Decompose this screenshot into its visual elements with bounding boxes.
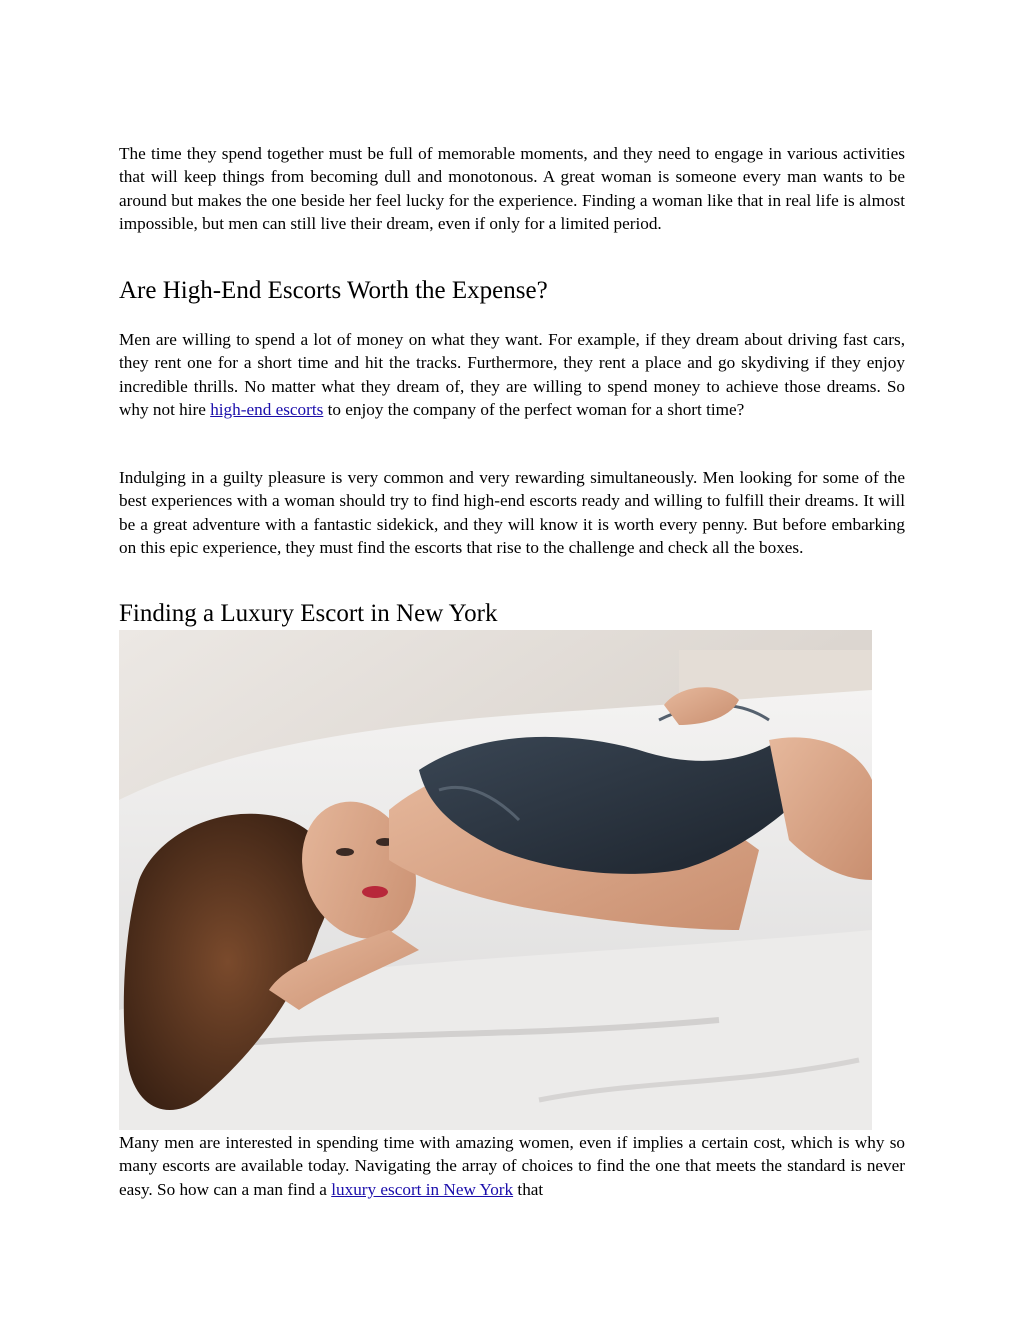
paragraph-guilty-pleasure: Indulging in a guilty pleasure is very common and very rewarding simultaneously. Men looking for some of the best experiences with a woman should try to find high-end escorts ready and willing to fulfill their dreams. It will be a great adventure with a fantastic sidekick, and they will know it is worth every penny. But before embarking on this epic experience, they must find the escorts that rise to the challenge and check all the boxes. [119, 468, 905, 558]
paragraph-many-men [119, 1131, 905, 1201]
luxury-escort-new-york-link[interactable]: luxury escort in New York [331, 1179, 514, 1199]
paragraph-text: that [513, 1179, 544, 1199]
heading-worth-the-expense: Are High-End Escorts Worth the Expense? [119, 277, 548, 304]
paragraph-text: to enjoy the company of the perfect woman for a short time? [323, 400, 745, 420]
paragraph-memorable-moments: The time they spend together must be full of memorable moments, and they need to engage in various activities that will keep things from becoming dull and monotonous. A great woman is someone every man wants to be around but makes the one beside her feel lucky for the experience. Finding a woman like that in real life is almost impossible, but men can still live their dream, even if only for a limited period. [119, 144, 905, 234]
paragraph-text: Many men are interested in spending time with amazing women, even if implies a certain cost, which is why so many escorts are available today. Navigating the array of choices to find the one that meets the standard is never easy. So how can a man find a [119, 1133, 905, 1199]
paragraph-text: Men are willing to spend a lot of money on what they want. For example, if they dream about driving fast cars, they rent one for a short time and hit the tracks. Furthermore, they rent a place and go skydiving if they enjoy incredible thrills. No matter what they dream of, they are willing to spend money to achieve those dreams. So why not hire [119, 330, 905, 420]
paragraph-spend-money [119, 328, 905, 422]
bed-photo [119, 630, 872, 1130]
heading-finding-luxury-escort: Finding a Luxury Escort in New York [119, 600, 498, 627]
high-end-escorts-link[interactable]: high-end escorts [210, 400, 324, 420]
